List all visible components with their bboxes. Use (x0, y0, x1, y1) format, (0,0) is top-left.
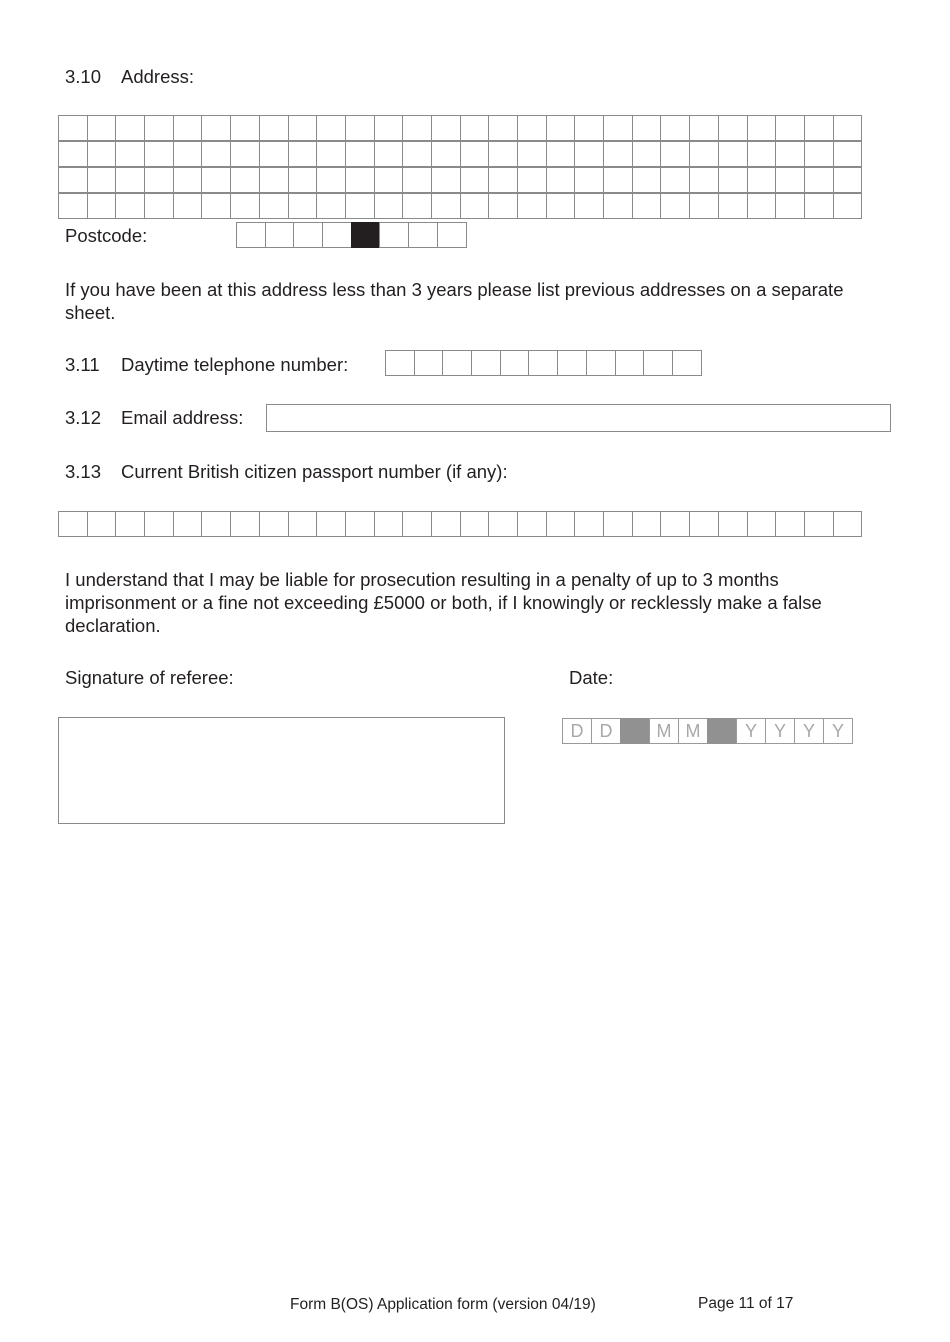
character-cell[interactable] (87, 193, 117, 219)
character-cell[interactable] (718, 511, 748, 537)
character-cell[interactable] (574, 167, 604, 193)
grid-row (59, 168, 862, 194)
character-cell[interactable] (230, 193, 260, 219)
section-number: 3.13 (65, 461, 102, 482)
character-cell[interactable] (316, 141, 346, 167)
character-cell[interactable] (115, 167, 145, 193)
character-cell[interactable] (517, 115, 547, 141)
character-cell[interactable] (603, 167, 633, 193)
character-cell[interactable] (374, 141, 404, 167)
character-cell[interactable] (87, 115, 117, 141)
date-label: Date: (569, 667, 614, 688)
character-cell[interactable] (660, 511, 690, 537)
character-cell[interactable] (804, 115, 834, 141)
character-cell[interactable] (144, 141, 174, 167)
character-cell[interactable] (804, 511, 834, 537)
character-cell[interactable] (144, 167, 174, 193)
character-cell[interactable] (460, 193, 490, 219)
character-cell[interactable] (115, 511, 145, 537)
section-number: 3.12 (65, 407, 102, 428)
character-cell[interactable] (689, 193, 719, 219)
character-cell[interactable] (230, 511, 260, 537)
section-label: Email address: (121, 407, 244, 428)
character-cell[interactable] (603, 141, 633, 167)
character-cell[interactable] (747, 511, 777, 537)
character-cell[interactable] (259, 115, 289, 141)
character-cell[interactable] (488, 141, 518, 167)
character-cell[interactable] (833, 141, 863, 167)
character-cell[interactable] (58, 115, 88, 141)
character-cell[interactable] (201, 141, 231, 167)
character-cell[interactable] (488, 167, 518, 193)
passport-heading (65, 461, 508, 483)
character-cell[interactable] (414, 350, 444, 376)
character-cell[interactable] (345, 511, 375, 537)
character-cell[interactable] (660, 167, 690, 193)
character-cell[interactable] (58, 141, 88, 167)
character-cell[interactable] (660, 193, 690, 219)
character-cell[interactable] (402, 193, 432, 219)
grid-row (59, 116, 862, 142)
character-cell[interactable] (718, 193, 748, 219)
character-cell[interactable] (201, 193, 231, 219)
character-cell[interactable] (431, 141, 461, 167)
character-cell[interactable] (173, 141, 203, 167)
character-cell[interactable] (288, 167, 318, 193)
email-input[interactable] (266, 404, 891, 432)
character-cell[interactable] (488, 115, 518, 141)
postcode-label: Postcode: (65, 225, 148, 246)
character-cell[interactable] (747, 115, 777, 141)
character-cell[interactable] (345, 141, 375, 167)
character-cell[interactable] (288, 511, 318, 537)
email-heading (65, 407, 243, 429)
character-cell[interactable] (517, 167, 547, 193)
character-cell[interactable] (230, 115, 260, 141)
character-cell[interactable] (460, 167, 490, 193)
phone-boxes[interactable] (386, 351, 702, 377)
character-cell[interactable] (442, 350, 472, 376)
character-cell[interactable] (385, 350, 415, 376)
character-cell[interactable] (379, 222, 409, 248)
character-cell[interactable] (431, 115, 461, 141)
character-cell[interactable] (437, 222, 467, 248)
character-cell[interactable] (402, 141, 432, 167)
character-cell[interactable] (747, 167, 777, 193)
character-cell[interactable] (643, 350, 673, 376)
character-cell[interactable] (402, 115, 432, 141)
date-separator (707, 718, 737, 744)
character-cell[interactable] (374, 511, 404, 537)
character-cell[interactable] (747, 193, 777, 219)
signature-box[interactable] (58, 717, 505, 824)
character-cell[interactable] (115, 141, 145, 167)
character-cell[interactable] (500, 350, 530, 376)
grid-row (237, 223, 467, 249)
character-cell[interactable] (546, 511, 576, 537)
character-cell[interactable] (689, 167, 719, 193)
character-cell[interactable] (288, 141, 318, 167)
character-cell[interactable] (259, 141, 289, 167)
character-cell[interactable] (230, 167, 260, 193)
character-cell[interactable] (460, 141, 490, 167)
character-cell[interactable] (517, 141, 547, 167)
passport-boxes[interactable] (59, 512, 862, 538)
character-cell[interactable] (632, 115, 662, 141)
character-cell[interactable] (546, 115, 576, 141)
character-cell[interactable] (431, 511, 461, 537)
character-cell[interactable] (833, 167, 863, 193)
character-cell[interactable] (87, 141, 117, 167)
character-cell[interactable] (431, 193, 461, 219)
declaration-text: I understand that I may be liable for prosecution resulting in a penalty of up to 3 months imprisonment or a fine not exceeding £5000 or both, if I knowingly or recklessly make a false declaration. (65, 569, 822, 636)
character-cell[interactable] (718, 167, 748, 193)
character-cell[interactable] (316, 511, 346, 537)
character-cell[interactable] (259, 511, 289, 537)
character-cell[interactable] (603, 193, 633, 219)
character-cell[interactable] (87, 167, 117, 193)
character-cell[interactable] (586, 350, 616, 376)
character-cell[interactable] (574, 141, 604, 167)
footer-form-name: Form B(OS) Application form (version 04/19) (290, 1296, 596, 1313)
footer-page-number: Page 11 of 17 (698, 1295, 794, 1312)
character-cell[interactable] (632, 167, 662, 193)
character-cell[interactable] (58, 511, 88, 537)
character-cell[interactable] (660, 141, 690, 167)
character-cell[interactable] (236, 222, 266, 248)
postcode-boxes[interactable] (237, 223, 467, 249)
character-cell[interactable] (775, 167, 805, 193)
character-cell[interactable] (747, 141, 777, 167)
section-label: Current British citizen passport number (if any): (121, 461, 508, 482)
character-cell[interactable] (471, 350, 501, 376)
character-cell[interactable] (833, 115, 863, 141)
character-cell[interactable] (804, 193, 834, 219)
character-cell[interactable] (488, 511, 518, 537)
character-cell[interactable] (173, 511, 203, 537)
character-cell[interactable] (672, 350, 702, 376)
character-cell[interactable] (259, 193, 289, 219)
character-cell[interactable] (460, 511, 490, 537)
date-separator (620, 718, 650, 744)
section-label: Daytime telephone number: (121, 354, 349, 375)
character-cell[interactable] (615, 350, 645, 376)
grid-row (59, 142, 862, 168)
character-cell[interactable] (144, 115, 174, 141)
character-cell[interactable] (431, 167, 461, 193)
character-cell[interactable] (201, 115, 231, 141)
character-cell[interactable] (775, 511, 805, 537)
date-cell[interactable]: Y (736, 718, 766, 744)
address-heading (65, 66, 194, 88)
character-cell[interactable] (689, 141, 719, 167)
character-cell[interactable] (402, 511, 432, 537)
character-cell[interactable] (259, 167, 289, 193)
character-cell[interactable] (402, 167, 432, 193)
character-cell[interactable] (144, 193, 174, 219)
grid-row (59, 194, 862, 220)
character-cell[interactable] (660, 115, 690, 141)
character-cell[interactable] (144, 511, 174, 537)
character-cell[interactable] (546, 141, 576, 167)
character-cell[interactable] (288, 193, 318, 219)
character-cell[interactable] (689, 115, 719, 141)
character-cell[interactable] (115, 193, 145, 219)
character-cell[interactable] (58, 193, 88, 219)
character-cell[interactable] (87, 511, 117, 537)
blacked-cell (351, 222, 381, 248)
character-cell[interactable] (115, 115, 145, 141)
date-boxes[interactable] (563, 718, 853, 744)
character-cell[interactable] (173, 115, 203, 141)
character-cell[interactable] (833, 511, 863, 537)
character-cell[interactable] (316, 167, 346, 193)
character-cell[interactable] (460, 115, 490, 141)
character-cell[interactable] (632, 141, 662, 167)
character-cell[interactable] (775, 141, 805, 167)
character-cell[interactable] (632, 511, 662, 537)
character-cell[interactable] (775, 115, 805, 141)
character-cell[interactable] (574, 193, 604, 219)
character-cell[interactable] (488, 193, 518, 219)
character-cell[interactable] (632, 193, 662, 219)
character-cell[interactable] (546, 167, 576, 193)
date-cell[interactable]: Y (794, 718, 824, 744)
character-cell[interactable] (833, 193, 863, 219)
character-cell[interactable] (517, 193, 547, 219)
previous-address-note: If you have been at this address less than 3 years please list previous addresses on a separate sheet. (65, 279, 844, 323)
character-cell[interactable] (288, 115, 318, 141)
signature-label: Signature of referee: (65, 667, 234, 688)
character-cell[interactable] (574, 115, 604, 141)
date-cell[interactable]: D (591, 718, 621, 744)
character-cell[interactable] (718, 141, 748, 167)
character-cell[interactable] (408, 222, 438, 248)
character-cell[interactable] (230, 141, 260, 167)
character-cell[interactable] (546, 193, 576, 219)
grid-row (386, 351, 702, 377)
section-number: 3.11 (65, 354, 100, 375)
character-cell[interactable] (345, 193, 375, 219)
character-cell[interactable] (316, 115, 346, 141)
address-grid[interactable] (59, 116, 862, 220)
character-cell[interactable] (689, 511, 719, 537)
character-cell[interactable] (557, 350, 587, 376)
character-cell[interactable] (374, 193, 404, 219)
character-cell[interactable] (603, 511, 633, 537)
character-cell[interactable] (374, 167, 404, 193)
phone-heading (65, 354, 348, 376)
date-cell[interactable]: D (562, 718, 592, 744)
character-cell[interactable] (574, 511, 604, 537)
character-cell[interactable] (345, 115, 375, 141)
character-cell[interactable] (804, 141, 834, 167)
date-cell[interactable]: M (678, 718, 708, 744)
character-cell[interactable] (173, 167, 203, 193)
character-cell[interactable] (58, 167, 88, 193)
character-cell[interactable] (345, 167, 375, 193)
character-cell[interactable] (201, 511, 231, 537)
section-number: 3.10 (65, 66, 102, 87)
character-cell[interactable] (804, 167, 834, 193)
character-cell[interactable] (775, 193, 805, 219)
date-cell[interactable]: Y (823, 718, 853, 744)
section-label: Address: (121, 66, 195, 87)
character-cell[interactable] (201, 167, 231, 193)
character-cell[interactable] (316, 193, 346, 219)
character-cell[interactable] (374, 115, 404, 141)
character-cell[interactable] (718, 115, 748, 141)
character-cell[interactable] (528, 350, 558, 376)
date-cell[interactable]: M (649, 718, 679, 744)
grid-row (59, 512, 862, 538)
character-cell[interactable] (517, 511, 547, 537)
date-cell[interactable]: Y (765, 718, 795, 744)
character-cell[interactable] (293, 222, 323, 248)
character-cell[interactable] (322, 222, 352, 248)
character-cell[interactable] (173, 193, 203, 219)
character-cell[interactable] (603, 115, 633, 141)
character-cell[interactable] (265, 222, 295, 248)
